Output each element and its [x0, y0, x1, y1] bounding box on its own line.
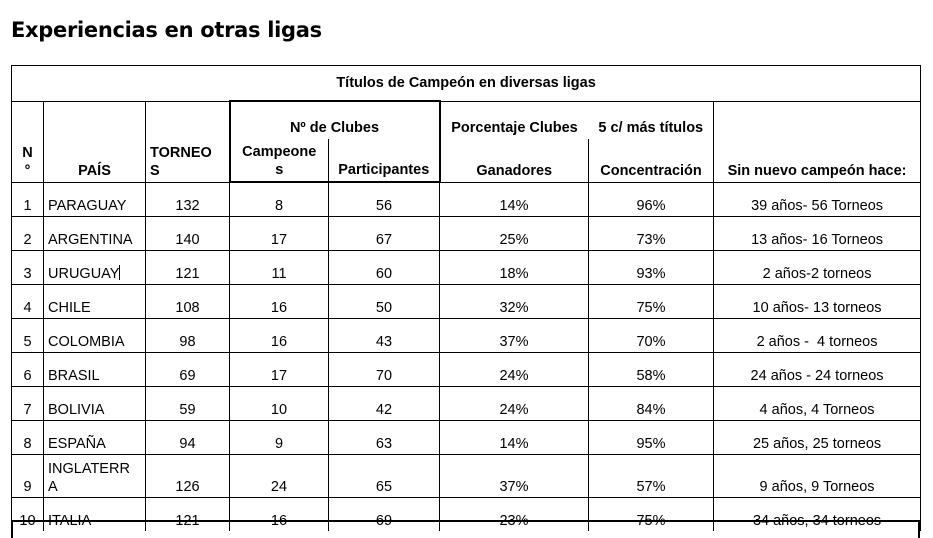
cell-n: 5 [12, 319, 44, 353]
cell-n: 4 [12, 285, 44, 319]
cell-n: 10 [12, 498, 44, 532]
cell-n: 1 [12, 182, 44, 217]
table-row [12, 251, 921, 285]
cell-concentracion: 93% [589, 251, 714, 285]
cell-torneos: 69 [146, 353, 230, 387]
header-sin-nuevo: Sin nuevo campeón hace: [714, 139, 921, 182]
header-empty [714, 101, 921, 139]
cell-ganadores: 32% [440, 285, 589, 319]
cell-ganadores: 23% [440, 498, 589, 532]
cell-pais: CHILE [44, 285, 146, 319]
header-porcentaje: Porcentaje Clubes [451, 120, 578, 136]
table-row [12, 285, 921, 319]
header-torneos [146, 139, 230, 182]
table-title-row [12, 66, 921, 102]
table-row [12, 182, 921, 217]
cell-sin-nuevo: 10 años- 13 torneos [714, 285, 921, 319]
cell-participantes: 65 [329, 455, 440, 498]
cell-concentracion: 75% [589, 498, 714, 532]
header-ganadores: Ganadores [440, 139, 589, 182]
cell-concentracion: 70% [589, 319, 714, 353]
cell-torneos: 98 [146, 319, 230, 353]
table-row [12, 319, 921, 353]
cell-sin-nuevo: 2 años - 4 torneos [714, 319, 921, 353]
cell-concentracion: 84% [589, 387, 714, 421]
header-row-2 [12, 139, 921, 182]
cell-concentracion: 96% [589, 182, 714, 217]
cell-sin-nuevo: 4 años, 4 Torneos [714, 387, 921, 421]
cell-concentracion: 57% [589, 455, 714, 498]
cell-sin-nuevo: 2 años-2 torneos [714, 251, 921, 285]
header-empty [146, 101, 230, 139]
cell-campeones: 16 [230, 498, 329, 532]
cell-pais-line2: A [48, 479, 58, 495]
cell-participantes: 60 [329, 251, 440, 285]
cell-sin-nuevo: 25 años, 25 torneos [714, 421, 921, 455]
header-participantes: Participantes [329, 139, 440, 182]
cell-ganadores: 37% [440, 455, 589, 498]
cell-participantes: 56 [329, 182, 440, 217]
cell-participantes: 43 [329, 319, 440, 353]
cell-ganadores: 18% [440, 251, 589, 285]
cell-n: 2 [12, 217, 44, 251]
header-empty [44, 101, 146, 139]
cell-sin-nuevo: 9 años, 9 Torneos [714, 455, 921, 498]
cell-torneos: 94 [146, 421, 230, 455]
header-n-line2: ° [24, 162, 31, 179]
cell-campeones: 16 [230, 285, 329, 319]
cell-participantes: 70 [329, 353, 440, 387]
cell-participantes: 42 [329, 387, 440, 421]
header-n-clubes: Nº de Clubes [230, 101, 440, 139]
cell-campeones: 11 [230, 251, 329, 285]
cell-concentracion: 58% [589, 353, 714, 387]
header-row-1 [12, 101, 921, 139]
document-heading: Experiencias en otras ligas [11, 18, 322, 42]
cell-ganadores: 14% [440, 182, 589, 217]
cell-n: 3 [12, 251, 44, 285]
cell-pais: BRASIL [44, 353, 146, 387]
header-torneos-line1: TORNEO [150, 144, 212, 161]
cell-torneos: 126 [146, 455, 230, 498]
cell-pais: PARAGUAY [44, 182, 146, 217]
table-row [12, 387, 921, 421]
header-n-line1: N [22, 144, 33, 161]
cell-pais: ESPAÑA [44, 421, 146, 455]
table-row [12, 421, 921, 455]
cell-torneos: 121 [146, 251, 230, 285]
cell-pais: BOLIVIA [44, 387, 146, 421]
cell-torneos: 108 [146, 285, 230, 319]
cell-campeones: 16 [230, 319, 329, 353]
cell-campeones: 17 [230, 217, 329, 251]
header-cinco-titulos: 5 c/ más títulos [589, 101, 714, 139]
cell-ganadores: 25% [440, 217, 589, 251]
cell-sin-nuevo: 13 años- 16 Torneos [714, 217, 921, 251]
cell-campeones: 17 [230, 353, 329, 387]
cell-pais: ARGENTINA [44, 217, 146, 251]
cell-campeones: 8 [230, 182, 329, 217]
cell-ganadores: 24% [440, 353, 589, 387]
table-row [12, 353, 921, 387]
header-campeones-line2: s [275, 162, 284, 178]
cell-n: 7 [12, 387, 44, 421]
cell-participantes: 67 [329, 217, 440, 251]
cell-ganadores: 24% [440, 387, 589, 421]
cell-sin-nuevo: 24 años - 24 torneos [714, 353, 921, 387]
cell-torneos: 132 [146, 182, 230, 217]
header-campeones-line1: Campeone [242, 144, 317, 160]
table-row [12, 455, 921, 498]
header-campeones [230, 139, 329, 182]
cell-pais-text: URUGUAY [48, 266, 120, 282]
league-titles-table [11, 65, 921, 531]
cell-torneos: 59 [146, 387, 230, 421]
cell-pais[interactable] [44, 251, 146, 285]
header-pais: PAÍS [44, 139, 146, 182]
cell-ganadores: 14% [440, 421, 589, 455]
header-concentracion: Concentración [589, 139, 714, 182]
cell-sin-nuevo: 39 años- 56 Torneos [714, 182, 921, 217]
cell-participantes: 63 [329, 421, 440, 455]
cell-pais [44, 455, 146, 498]
cell-participantes: 50 [329, 285, 440, 319]
text-cursor [119, 265, 120, 280]
header-empty [12, 101, 44, 139]
cell-n: 8 [12, 421, 44, 455]
cell-concentracion: 95% [589, 421, 714, 455]
cell-concentracion: 75% [589, 285, 714, 319]
cell-participantes: 69 [329, 498, 440, 532]
cell-campeones: 9 [230, 421, 329, 455]
header-n [12, 139, 44, 182]
cell-concentracion: 73% [589, 217, 714, 251]
table-bottom-edge [11, 520, 920, 538]
cell-n: 9 [12, 455, 44, 498]
cell-sin-nuevo: 34 años, 34 torneos [714, 498, 921, 532]
table-row [12, 217, 921, 251]
cell-pais-line1: INGLATERR [48, 461, 130, 477]
cell-pais: ITALIA [44, 498, 146, 532]
cell-torneos: 121 [146, 498, 230, 532]
cell-torneos: 140 [146, 217, 230, 251]
cell-campeones: 24 [230, 455, 329, 498]
cell-n: 6 [12, 353, 44, 387]
cell-pais: COLOMBIA [44, 319, 146, 353]
header-torneos-line2: S [150, 162, 160, 179]
cell-campeones: 10 [230, 387, 329, 421]
table-title: Títulos de Campeón en diversas ligas [12, 66, 921, 102]
cell-ganadores: 37% [440, 319, 589, 353]
